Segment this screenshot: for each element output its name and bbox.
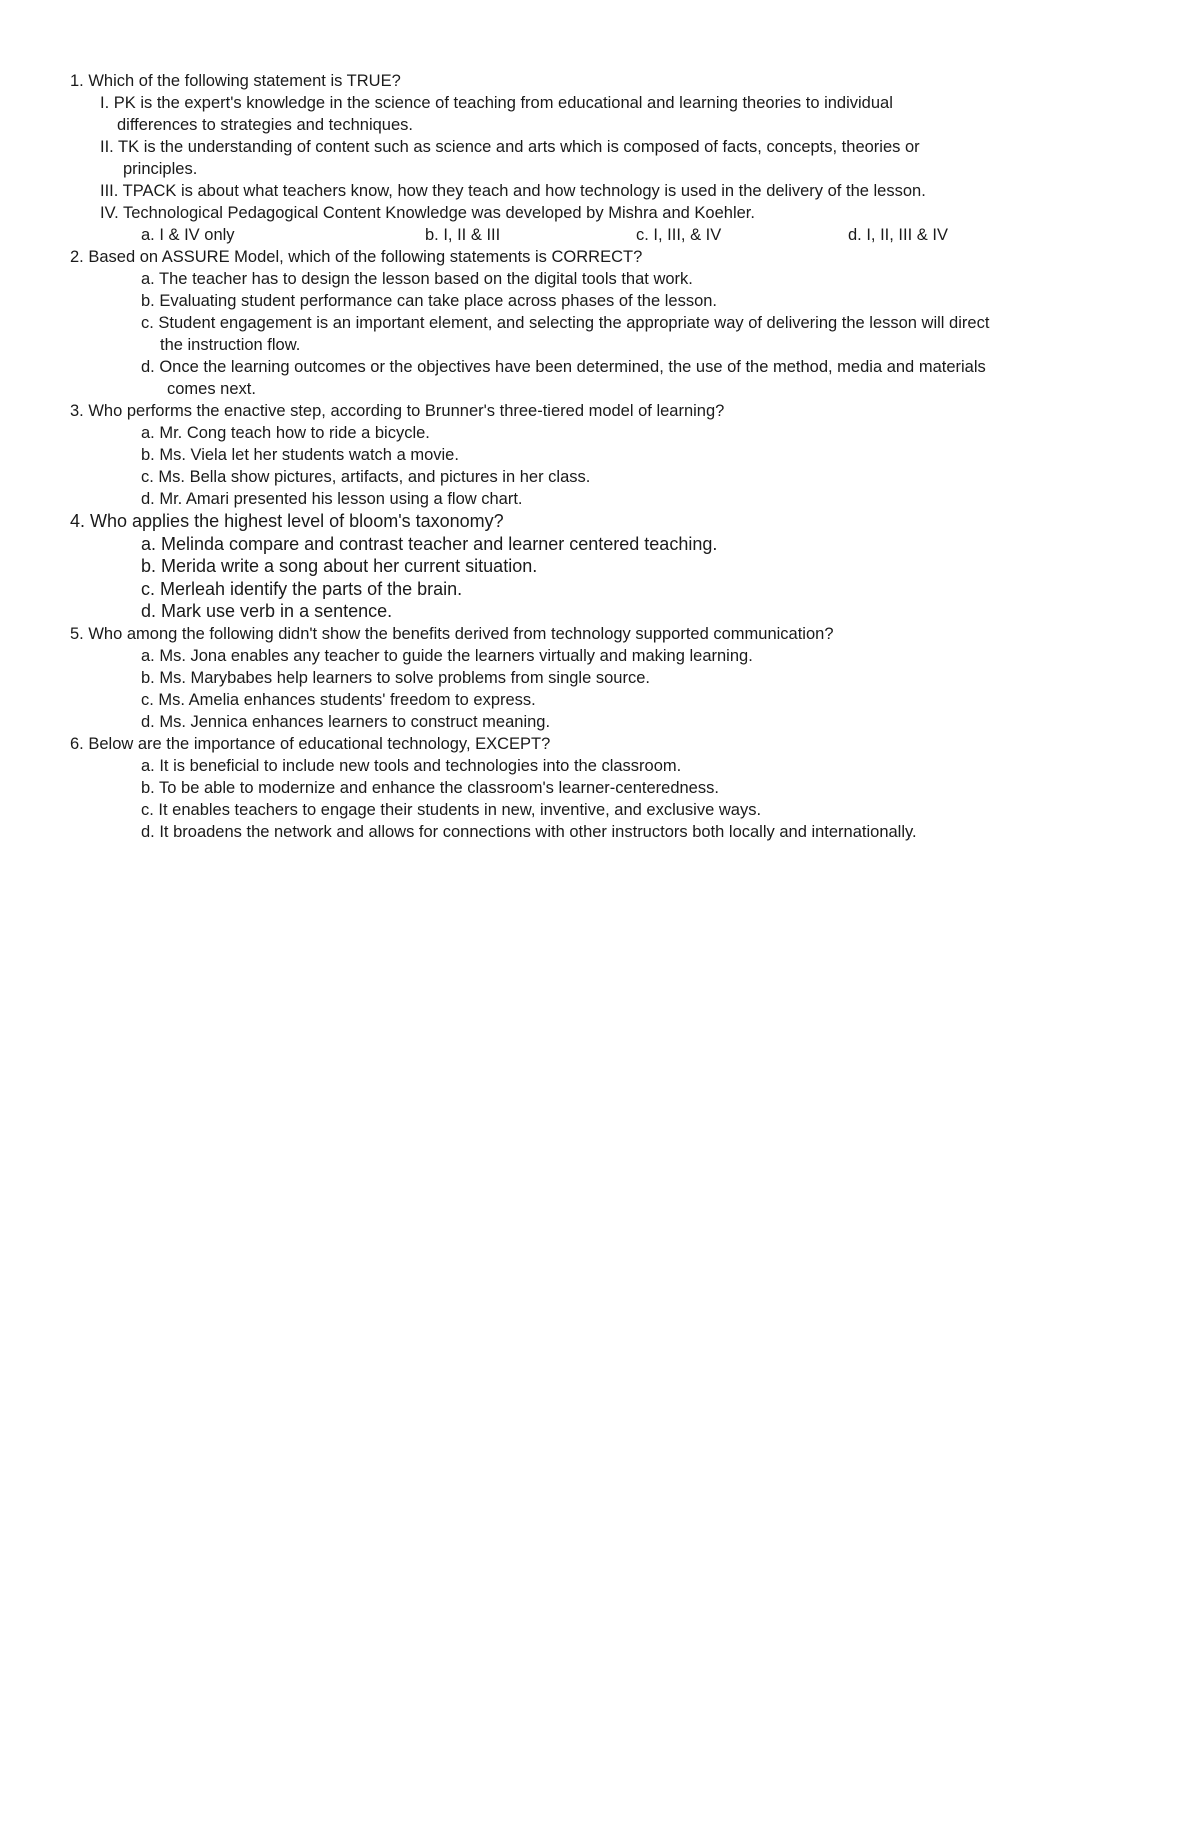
choice-d: d. Once the learning outcomes or the objectives have been determined, the use of the method, media and materials: [141, 358, 986, 376]
choice-c: c. Ms. Bella show pictures, artifacts, and pictures in her class.: [141, 468, 591, 486]
choice-b: b. Ms. Marybabes help learners to solve problems from single source.: [141, 668, 650, 687]
question-6: [70, 733, 1130, 843]
choice-d: d. I, II, III & IV: [848, 226, 948, 244]
question-stem: 4. Who applies the highest level of bloom's taxonomy?: [70, 511, 504, 531]
choice-d-continued: comes next.: [167, 380, 256, 398]
question-4: [70, 510, 1130, 623]
statement-i-continued: differences to strategies and techniques.: [117, 116, 413, 134]
choice-c-continued: the instruction flow.: [160, 336, 301, 354]
question-stem: 5. Who among the following didn't show the benefits derived from technology supported communication?: [70, 624, 834, 643]
statement-iv: IV. Technological Pedagogical Content Knowledge was developed by Mishra and Koehler.: [100, 204, 755, 222]
choice-b: b. Merida write a song about her current situation.: [141, 556, 538, 576]
question-3: [70, 400, 1130, 510]
choice-c: c. Merleah identify the parts of the brain.: [141, 578, 463, 599]
choice-c: c. Ms. Amelia enhances students' freedom to express.: [141, 690, 536, 709]
choice-a: a. I & IV only: [141, 226, 235, 244]
question-stem: 3. Who performs the enactive step, according to Brunner's three-tiered model of learning?: [70, 402, 725, 420]
question-5: [70, 623, 1130, 733]
choice-a: a. Ms. Jona enables any teacher to guide the learners virtually and making learning.: [141, 646, 753, 665]
question-stem: 2. Based on ASSURE Model, which of the following statements is CORRECT?: [70, 248, 643, 266]
choice-a: a. Melinda compare and contrast teacher and learner centered teaching.: [141, 533, 718, 554]
choice-d: d. Ms. Jennica enhances learners to construct meaning.: [141, 712, 551, 731]
choice-c: c. Student engagement is an important element, and selecting the appropriate way of delivering the lesson will direct: [141, 314, 990, 332]
statement-iii: III. TPACK is about what teachers know, how they teach and how technology is used in the delivery of the lesson.: [100, 182, 926, 200]
choice-d: d. It broadens the network and allows for connections with other instructors both locally and internationally.: [141, 822, 917, 841]
choice-d: d. Mr. Amari presented his lesson using a flow chart.: [141, 490, 523, 508]
question-stem: 6. Below are the importance of educational technology, EXCEPT?: [70, 734, 551, 753]
statement-ii: II. TK is the understanding of content such as science and arts which is composed of facts, concepts, theories or: [100, 138, 920, 156]
choice-b: b. I, II & III: [425, 226, 501, 244]
question-stem: 1. Which of the following statement is TRUE?: [70, 72, 401, 90]
statement-i: I. PK is the expert's knowledge in the science of teaching from educational and learning theories to individual: [100, 94, 893, 112]
question-1: [70, 70, 1130, 246]
choice-d: d. Mark use verb in a sentence.: [141, 601, 393, 621]
answer-choices-row: [70, 224, 1130, 246]
choice-a: a. Mr. Cong teach how to ride a bicycle.: [141, 424, 430, 442]
question-2: [70, 246, 1130, 400]
quiz-document: [70, 70, 1130, 843]
choice-a: a. The teacher has to design the lesson based on the digital tools that work.: [141, 270, 693, 288]
choice-c: c. It enables teachers to engage their students in new, inventive, and exclusive ways.: [141, 800, 762, 819]
choice-c: c. I, III, & IV: [636, 226, 722, 244]
choice-b: b. To be able to modernize and enhance the classroom's learner-centeredness.: [141, 778, 719, 797]
choice-b: b. Ms. Viela let her students watch a movie.: [141, 446, 459, 464]
choice-b: b. Evaluating student performance can take place across phases of the lesson.: [141, 292, 718, 310]
statement-ii-continued: principles.: [123, 160, 198, 178]
choice-a: a. It is beneficial to include new tools and technologies into the classroom.: [141, 756, 682, 775]
